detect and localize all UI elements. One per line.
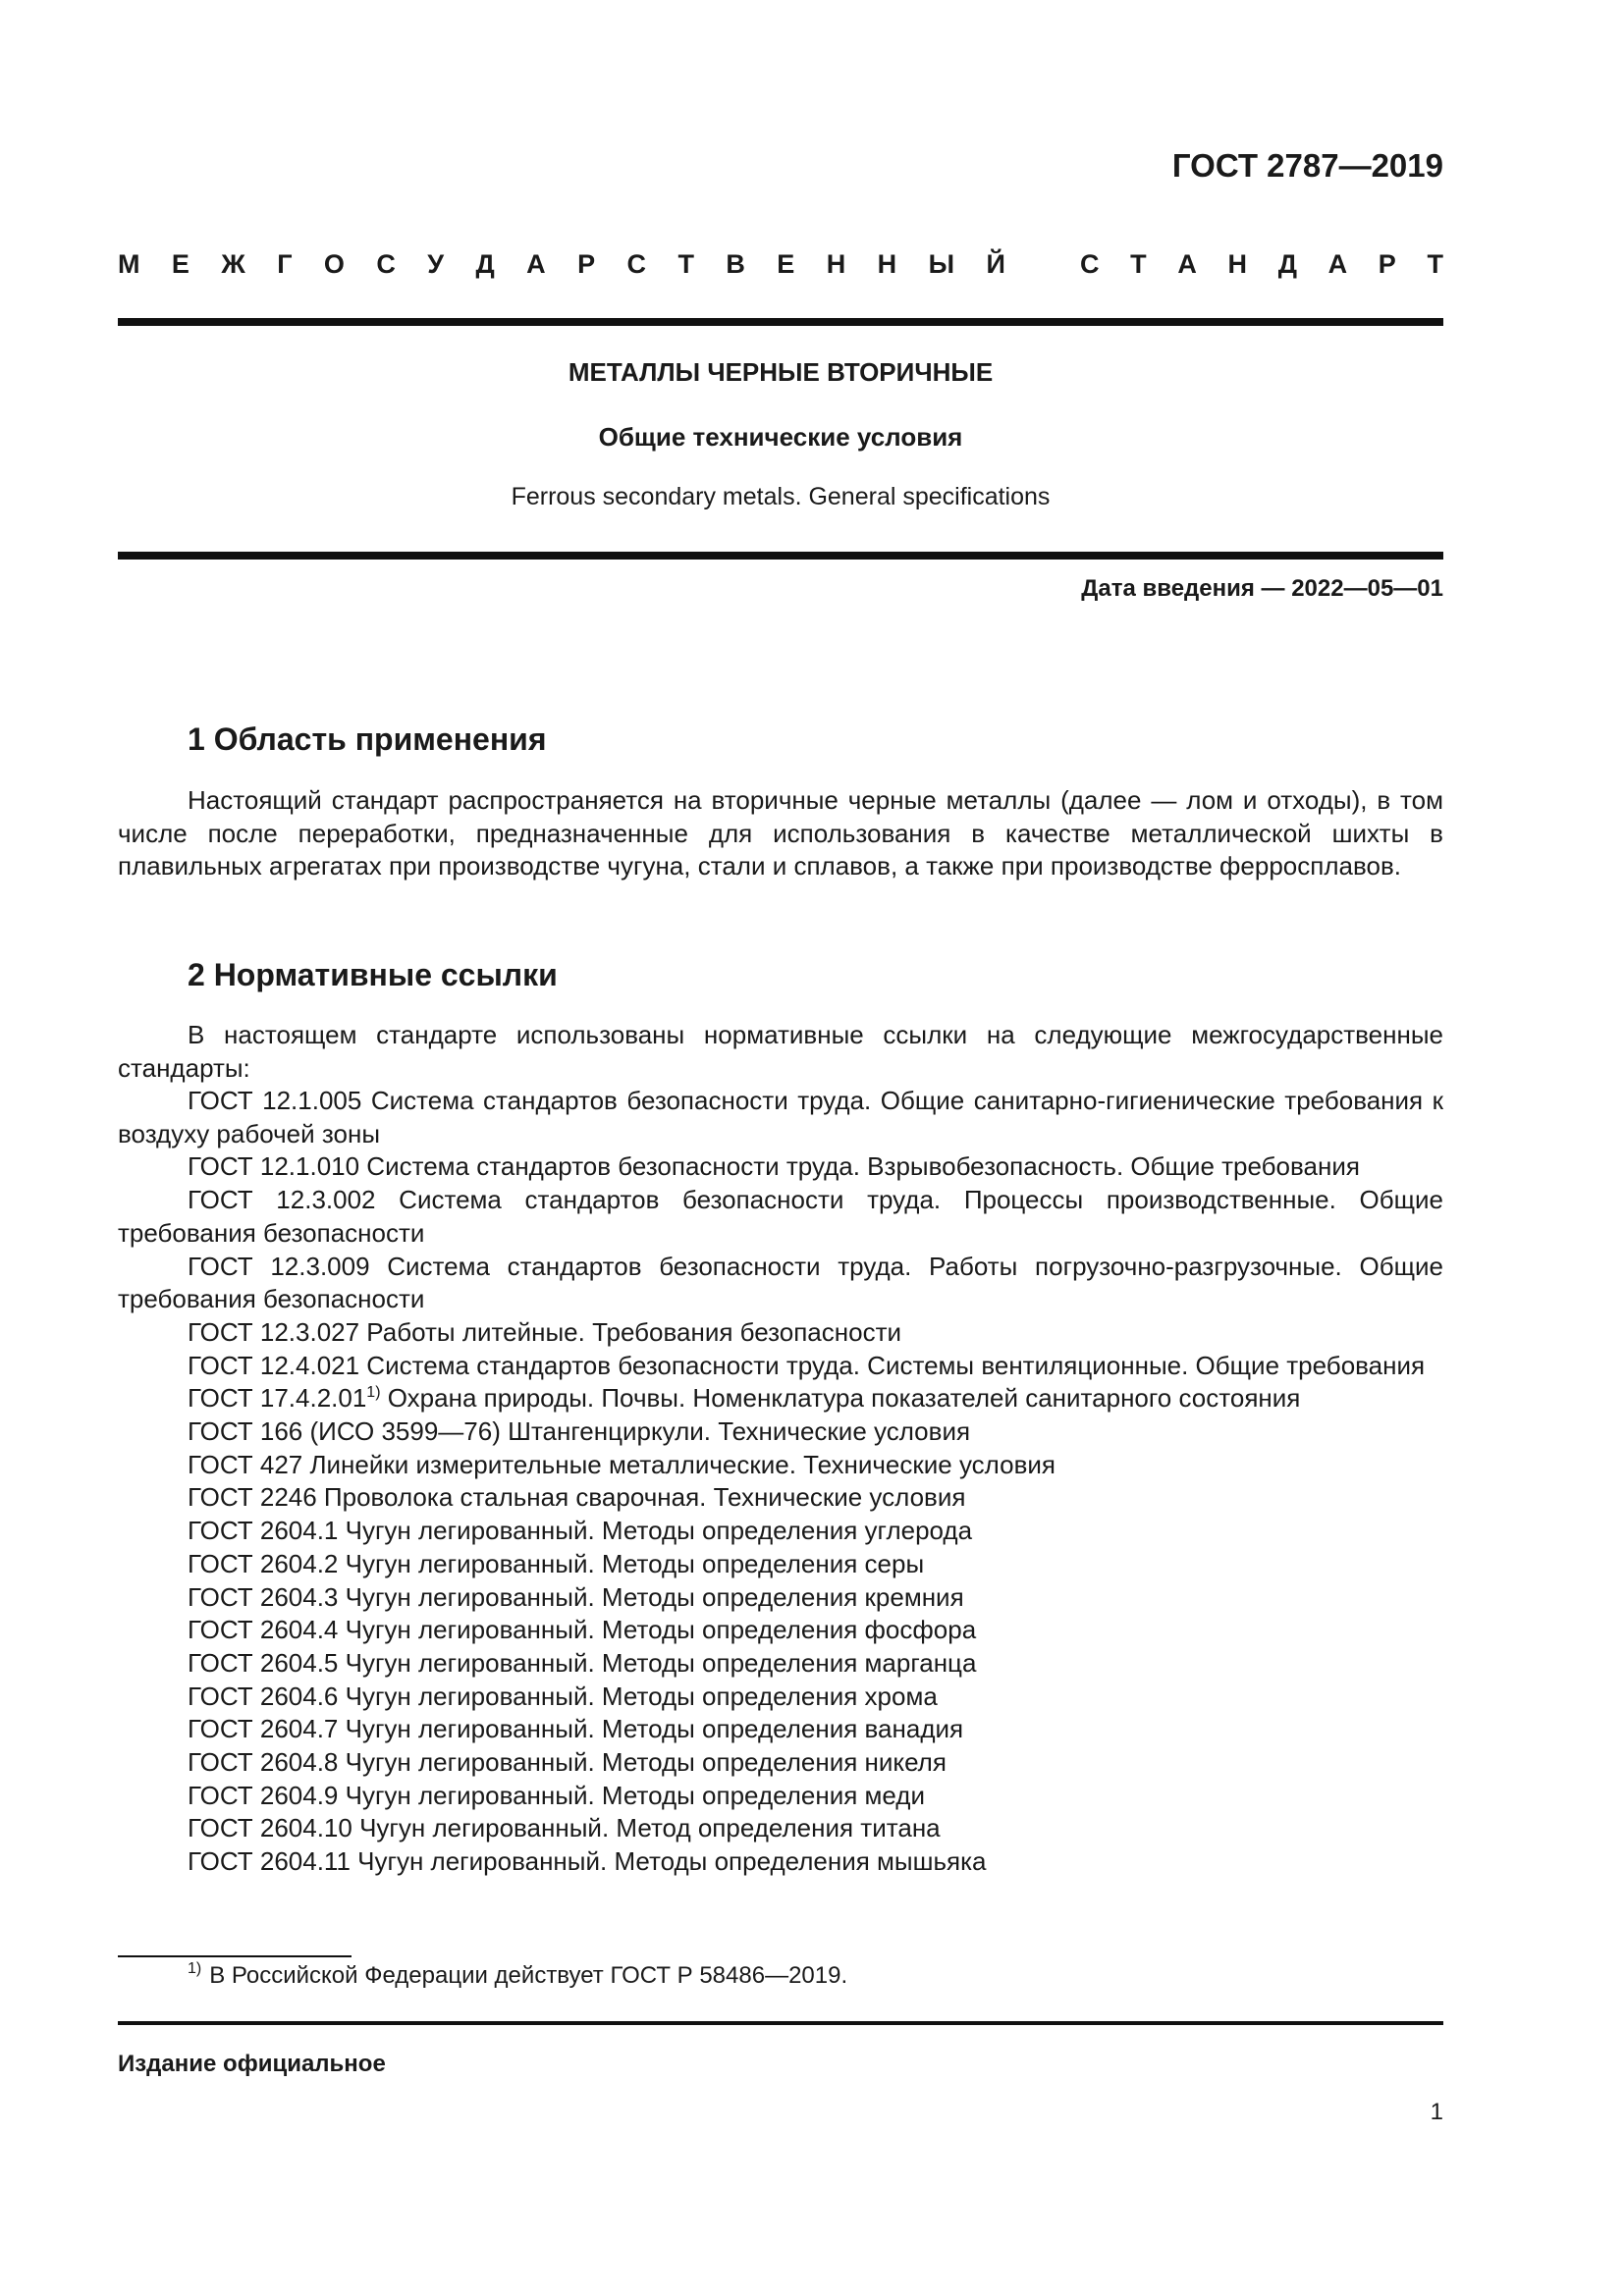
- reference-item: [118, 1085, 1443, 1150]
- section-1-text: [118, 784, 1443, 883]
- reference-item: [118, 1681, 1443, 1714]
- reference-title: Система стандартов безопасности труда. Общие санитарно-гигиенические требования к воздуху рабочей зоны: [118, 1086, 1443, 1148]
- reference-title: Чугун легированный. Методы определения фосфора: [338, 1615, 977, 1645]
- reference-code: ГОСТ 12.1.005: [188, 1086, 362, 1115]
- introduction-date: Дата введения — 2022—05—01: [1081, 575, 1443, 602]
- interstate-word-letter: А: [526, 249, 546, 279]
- standard-word-letter: А: [1327, 249, 1348, 279]
- references-intro-paragraph: В настоящем стандарте использованы нормативные ссылки на следующие межгосударственные стандарты:: [118, 1020, 1443, 1083]
- reference-code: ГОСТ 12.3.027: [188, 1316, 360, 1347]
- reference-title: Система стандартов безопасности труда. Системы вентиляционные. Общие требования: [359, 1350, 1426, 1380]
- document-title-english: Ferrous secondary metals. General specifications: [511, 483, 1051, 510]
- interstate-word-letter: В: [726, 249, 745, 279]
- standard-word-letter: Т: [1427, 249, 1443, 279]
- top-rule: [118, 318, 1443, 326]
- reference-title: Система стандартов безопасности труда. Процессы производственные. Общие требования безопасности: [118, 1185, 1443, 1248]
- reference-code: ГОСТ 427: [188, 1449, 303, 1479]
- reference-code: ГОСТ 2604.6: [188, 1681, 339, 1711]
- standard-word-letter: Т: [1130, 249, 1147, 279]
- reference-code: ГОСТ 17.4.2.01: [188, 1383, 367, 1414]
- interstate-word-letter: Е: [777, 249, 795, 279]
- standard-word-letter: Н: [1227, 249, 1248, 279]
- reference-item: [118, 1481, 1443, 1515]
- reference-code: ГОСТ 2604.10: [188, 1813, 352, 1843]
- interstate-word-letter: Н: [826, 249, 846, 279]
- reference-title: Проволока стальная сварочная. Технические условия: [316, 1482, 966, 1513]
- interstate-word-letter: С: [376, 249, 396, 279]
- interstate-word-letter: Р: [577, 249, 596, 279]
- reference-item: [118, 1316, 1443, 1350]
- reference-code: ГОСТ 2604.9: [188, 1780, 339, 1810]
- reference-title: Система стандартов безопасности труда. Работы погрузочно-разгрузочные. Общие требования безопасности: [118, 1251, 1443, 1314]
- reference-item: [118, 1251, 1443, 1316]
- reference-code: ГОСТ 2604.3: [188, 1581, 339, 1612]
- interstate-word-letter: Е: [171, 249, 189, 279]
- reference-title: Линейки измерительные металлические. Технические условия: [302, 1449, 1056, 1479]
- standard-word-letter: А: [1177, 249, 1197, 279]
- reference-code: ГОСТ 12.1.010: [188, 1151, 360, 1182]
- standard-word-letter: Р: [1378, 249, 1396, 279]
- reference-title: Работы литейные. Требования безопасности: [359, 1316, 902, 1347]
- reference-code: ГОСТ 2604.7: [188, 1714, 339, 1744]
- reference-title: Чугун легированный. Методы определения серы: [338, 1548, 925, 1578]
- normative-references-list: [118, 1085, 1443, 1879]
- reference-code: ГОСТ 12.3.009: [188, 1251, 370, 1281]
- reference-item: [118, 1449, 1443, 1482]
- reference-title: Система стандартов безопасности труда. Взрывобезопасность. Общие требования: [359, 1151, 1360, 1182]
- reference-item: [118, 1150, 1443, 1184]
- standard-word: [1080, 251, 1443, 278]
- footnote-separator: [118, 1955, 352, 1957]
- reference-item: [118, 1614, 1443, 1647]
- section-2-heading: 2 Нормативные ссылки: [188, 957, 558, 992]
- document-code: ГОСТ 2787—2019: [1171, 147, 1443, 184]
- reference-title: Чугун легированный. Методы определения ванадия: [338, 1714, 964, 1744]
- reference-item: [118, 1515, 1443, 1548]
- scope-paragraph: Настоящий стандарт распространяется на вторичные черные металлы (далее — лом и отходы), в том числе после переработки, предназначенные для использования в качестве металлической шихты в плавильных агрегатах при производстве чугуна, стали и сплавов, а также при производстве ферросплавов.: [118, 785, 1443, 881]
- footnote-text: В Российской Федерации действует ГОСТ Р 58486—2019.: [209, 1962, 848, 1989]
- reference-code: ГОСТ 166: [188, 1416, 303, 1447]
- interstate-word-letter: Ж: [221, 249, 245, 279]
- reference-item: [118, 1548, 1443, 1581]
- reference-code: ГОСТ 2604.1: [188, 1516, 339, 1546]
- reference-item: [118, 1845, 1443, 1879]
- interstate-word-letter: Н: [877, 249, 897, 279]
- section-2-intro: [118, 1019, 1443, 1085]
- reference-item: [118, 1746, 1443, 1780]
- footnote-reference-mark: 1): [366, 1384, 381, 1402]
- reference-item: [118, 1780, 1443, 1813]
- reference-code: ГОСТ 2604.5: [188, 1647, 339, 1678]
- interstate-word-letter: У: [427, 249, 445, 279]
- bottom-rule: [118, 2021, 1443, 2025]
- reference-item: [118, 1382, 1443, 1415]
- document-subtitle: Общие технические условия: [598, 422, 963, 452]
- reference-item: [118, 1184, 1443, 1250]
- interstate-word-letter: Т: [677, 249, 694, 279]
- standard-word-letter: Д: [1277, 249, 1297, 279]
- reference-code: ГОСТ 2604.4: [188, 1615, 339, 1645]
- reference-code: ГОСТ 2604.8: [188, 1747, 339, 1778]
- page-number: 1: [1430, 2099, 1443, 2125]
- reference-item: [118, 1415, 1443, 1449]
- interstate-word-letter: Ы: [928, 249, 955, 279]
- reference-title: Чугун легированный. Метод определения титана: [352, 1813, 941, 1843]
- reference-code: ГОСТ 12.4.021: [188, 1350, 360, 1380]
- interstate-standard-banner: [118, 251, 1443, 278]
- reference-item: [118, 1581, 1443, 1615]
- reference-title: Чугун легированный. Методы определения хрома: [338, 1681, 938, 1711]
- reference-item: [118, 1713, 1443, 1746]
- reference-title: Чугун легированный. Методы определения никеля: [338, 1747, 947, 1778]
- reference-code: ГОСТ 2246: [188, 1482, 317, 1513]
- interstate-word-letter: Д: [475, 249, 495, 279]
- reference-code: ГОСТ 2604.11: [188, 1846, 351, 1877]
- document-title: МЕТАЛЛЫ ЧЕРНЫЕ ВТОРИЧНЫЕ: [568, 357, 994, 387]
- reference-item: [118, 1812, 1443, 1845]
- reference-title: Чугун легированный. Методы определения марганца: [338, 1647, 977, 1678]
- reference-title: Чугун легированный. Методы определения мышьяка: [350, 1846, 987, 1877]
- interstate-word-letter: Й: [986, 249, 1005, 279]
- reference-title: Чугун легированный. Методы определения углерода: [338, 1516, 973, 1546]
- reference-code: ГОСТ 2604.2: [188, 1548, 339, 1578]
- reference-title: Чугун легированный. Методы определения меди: [338, 1780, 925, 1810]
- official-edition-label: Издание официальное: [118, 2051, 386, 2077]
- footnote: [188, 1960, 847, 1990]
- reference-title: Чугун легированный. Методы определения кремния: [338, 1581, 964, 1612]
- reference-title: (ИСО 3599—76) Штангенциркули. Технические условия: [302, 1416, 971, 1447]
- reference-item: [118, 1350, 1443, 1383]
- reference-title: Охрана природы. Почвы. Номенклатура показателей санитарного состояния: [380, 1383, 1301, 1414]
- interstate-word: [118, 251, 1005, 278]
- interstate-word-letter: Г: [277, 249, 293, 279]
- interstate-word-letter: М: [118, 249, 140, 279]
- section-1-heading: 1 Область применения: [188, 721, 547, 757]
- standard-word-letter: С: [1080, 249, 1100, 279]
- title-rule: [118, 552, 1443, 560]
- interstate-word-letter: О: [323, 249, 345, 279]
- interstate-word-letter: С: [626, 249, 647, 279]
- reference-item: [118, 1647, 1443, 1681]
- reference-code: ГОСТ 12.3.002: [188, 1185, 376, 1215]
- footnote-mark: 1): [188, 1960, 202, 1977]
